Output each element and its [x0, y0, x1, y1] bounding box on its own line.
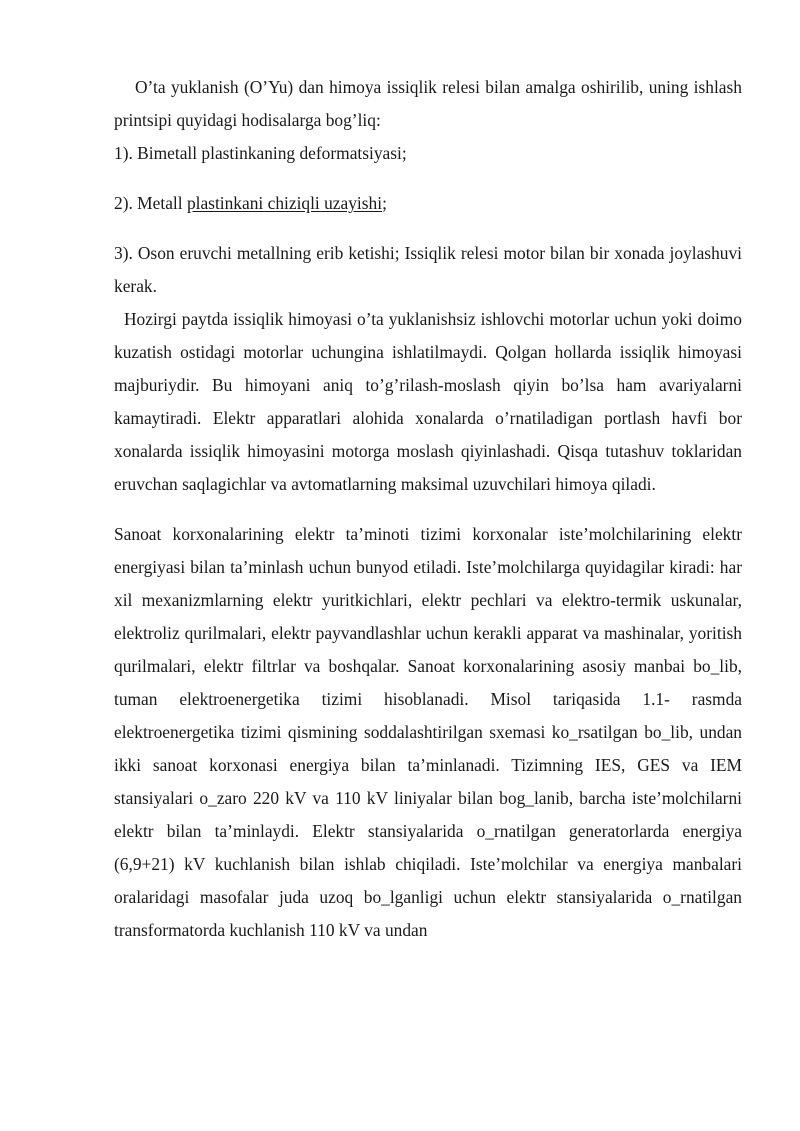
- paragraph-power-supply: Sanoat korxonalarining elektr ta’minoti tizimi korxonalar iste’molchilarining elektr energiyasi bilan ta’minlash uchun bunyod etiladi. Iste’molchilarga quyidagilar kiradi: har xil mexanizmlarning elektr yuritkichlari, elektr pechlari va elektro-termik uskunalar, elektroliz qurilmalari, elektr payvandlashlar uchun kerakli apparat va mashinalar, yoritish qurilmalari, elektr filtrlar va boshqalar. Sanoat korxonalarining asosiy manbai bo_lib, tuman elektroenergetika tizimi hisoblanadi. Misol tariqasida 1.1- rasmda elektroenergetika tizimi qismining soddalashtirilgan sxemasi ko_rsatilgan bo_lib, undan ikki sanoat korxonasi energiya bilan ta’minlanadi. Tizimning IES, GES va IEM stansiyalari o_zaro 220 kV va 110 kV liniyalar bilan bog_lanib, barcha iste’molchilarni elektr bilan ta’minlaydi. Elektr stansiyalarida o_rnatilgan generatorlarda energiya (6,9+21) kV kuchlanish bilan ishlab chiqiladi. Iste’molchilar va energiya manbalari oralaridagi masofalar juda uzoq bo_lganligi uchun elektr stansiyalarida o_rnatilgan transformatorda kuchlanish 110 kV va undan: [114, 524, 742, 940]
- list-item-2: [114, 187, 742, 220]
- list-item-2-prefix: 2). Metall: [114, 193, 187, 213]
- paragraph-thermal-protection: Hozirgi paytda issiqlik himoyasi o’ta yuklanishsiz ishlovchi motorlar uchun yoki doimo kuzatish ostidagi motorlar uchungina ishlatilmaydi. Qolgan hollarda issiqlik himoyasi majburiydir. Bu himoyani aniq to’g’rilash-moslash qiyin bo’lsa ham avariyalarni kamaytiradi. Elektr apparatlari alohida xonalarda o’rnatiladigan portlash havfi bor xonalarda issiqlik himoyasini motorga moslash qiyinlashadi. Qisqa tutashuv toklaridan eruvchan saqlagichlar va avtomatlarning maksimal uzuvchilari himoya qiladi.: [114, 309, 742, 494]
- list-item-3: 3). Oson eruvchi metallning erib ketishi; Issiqlik relesi motor bilan bir xonada joylashuvi kerak.: [114, 243, 742, 296]
- list-item-2-underlined: plastinkani chiziqli uzayishi: [186, 193, 383, 213]
- list-item-1: 1). Bimetall plastinkaning deformatsiyasi;: [114, 143, 407, 163]
- document-page: [114, 71, 742, 947]
- paragraph-overload-protection: O’ta yuklanish (O’Yu) dan himoya issiqlik relesi bilan amalga oshirilib, uning ishlash printsipi quyidagi hodisalarga bog’liq:: [114, 77, 742, 130]
- list-item-2-suffix: ;: [382, 193, 387, 213]
